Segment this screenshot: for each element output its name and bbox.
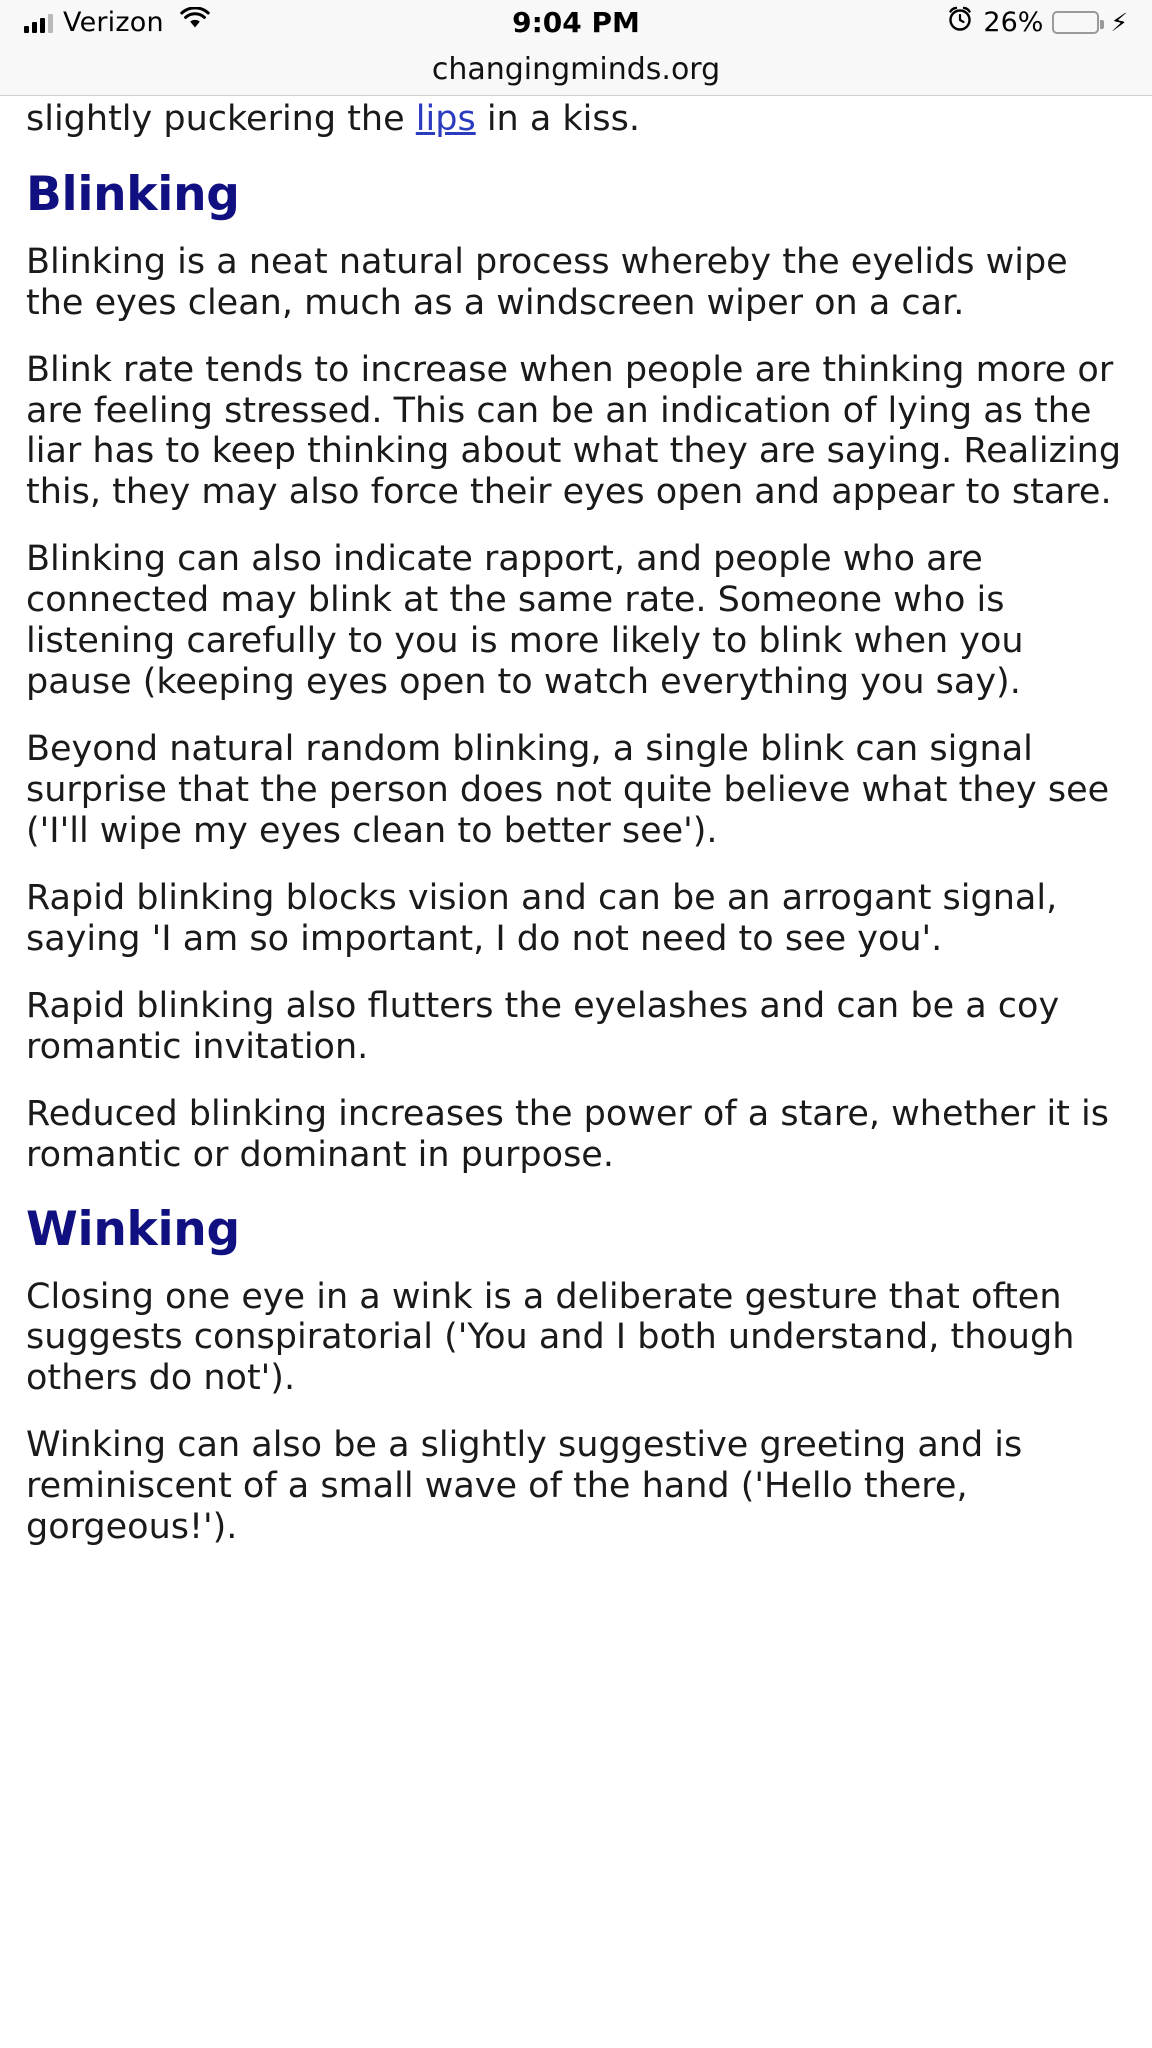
cellular-signal-icon	[24, 11, 53, 33]
alarm-clock-icon	[946, 5, 974, 40]
paragraph: Winking can also be a slightly suggestive greeting and is reminiscent of a small wave of the hand ('Hello there, gorgeous!').	[26, 1425, 1023, 1548]
charging-bolt-icon: ⚡	[1110, 7, 1128, 37]
browser-url-bar[interactable]	[0, 44, 1152, 96]
paragraph: Reduced blinking increases the power of a stare, whether it is romantic or dominant in purpose.	[26, 1093, 1109, 1175]
clipped-text-after: in a kiss.	[475, 99, 641, 139]
section-heading-blinking: Blinking	[26, 166, 240, 222]
paragraph: Blinking is a neat natural process whereby the eyelids wipe the eyes clean, much as a windscreen wiper on a car.	[26, 241, 1068, 323]
status-bar-right	[576, 5, 1128, 40]
url-text[interactable]: changingminds.org	[431, 52, 721, 87]
clipped-text-line	[26, 98, 1126, 141]
battery-percentage-label: 26%	[983, 6, 1044, 38]
paragraph: Rapid blinking also flutters the eyelashes and can be a coy romantic invitation.	[26, 985, 1060, 1067]
clock: 9:04 PM	[512, 5, 640, 39]
status-bar	[0, 0, 1152, 44]
page-content	[0, 96, 1152, 2048]
status-bar-left	[24, 7, 576, 38]
carrier-label: Verizon	[63, 6, 164, 38]
paragraph: Blink rate tends to increase when people are thinking more or are feeling stressed. This can be an indication of lying as the liar has to keep thinking about what they are saying. Realizing this, they may also force their eyes open and appear to stare.	[26, 349, 1122, 513]
paragraph: Closing one eye in a wink is a deliberate gesture that often suggests conspiratorial ('You and I both understand, though others do not').	[26, 1276, 1075, 1399]
paragraph: Blinking can also indicate rapport, and people who are connected may blink at the same rate. Someone who is listening carefully to you is more likely to blink when you pause (keeping eyes open to watch everything you say).	[26, 539, 1024, 703]
paragraph: Beyond natural random blinking, a single blink can signal surprise that the person does not quite believe what they see ('I'll wipe my eyes clean to better see').	[26, 729, 1110, 851]
clipped-text-before: slightly puckering the	[26, 99, 416, 139]
battery-icon	[1052, 11, 1099, 34]
lips-link[interactable]: lips	[415, 99, 476, 139]
paragraph: Rapid blinking blocks vision and can be an arrogant signal, saying 'I am so important, I do not need to see you'.	[26, 877, 1058, 959]
wifi-icon	[180, 7, 210, 38]
section-heading-winking: Winking	[26, 1201, 240, 1257]
